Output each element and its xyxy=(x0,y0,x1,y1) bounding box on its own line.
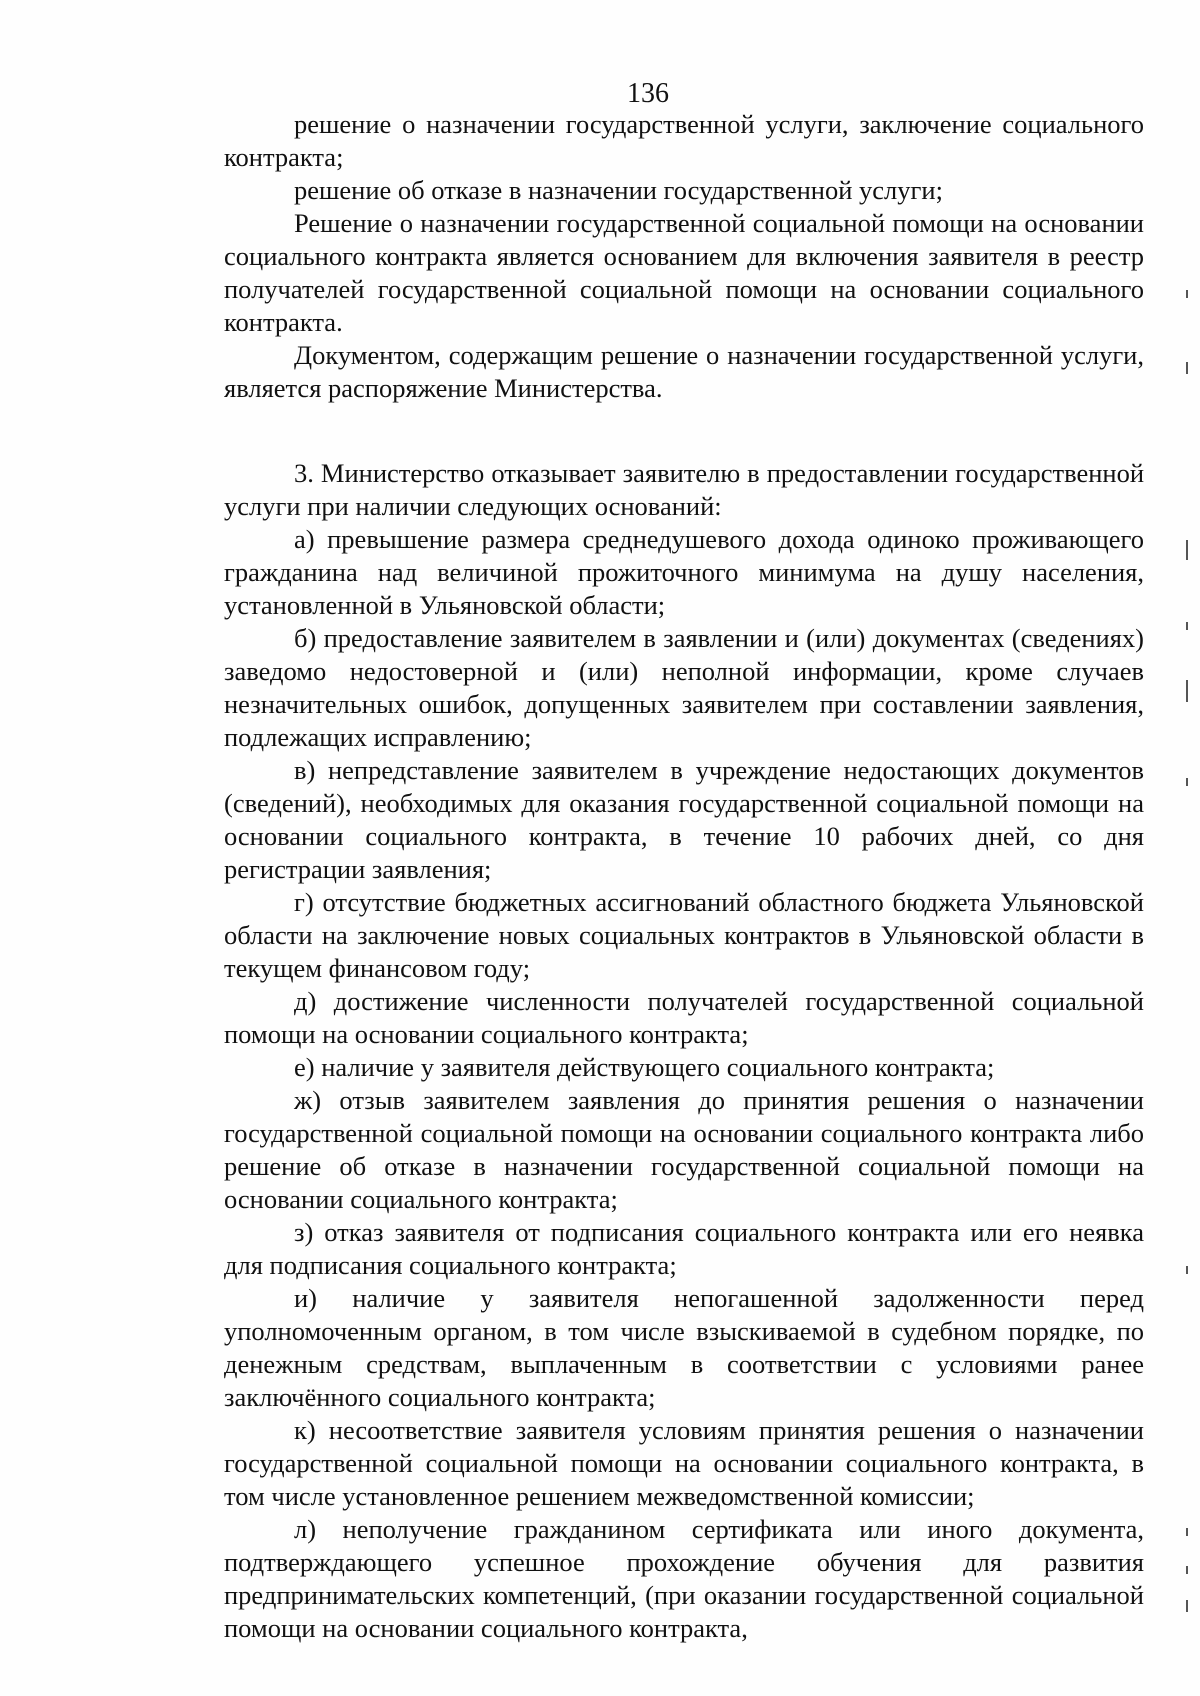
page-number: 136 xyxy=(627,78,669,109)
list-item-zh: ж) отзыв заявителем заявления до принятия решения о назначении государственной социальной помощи на основании социального контракта либо решение об отказе в назначении государственной социальной помощи на основании социального контракта; xyxy=(224,1085,1144,1214)
list-item-b: б) предоставление заявителем в заявлении и (или) документах (сведениях) заведомо недостоверной и (или) неполной информации, кроме случаев незначительных ошибок, допущенных заявителем при составлении заявления, подлежащих исправлению; xyxy=(224,623,1144,752)
scan-mark xyxy=(1186,290,1188,298)
paragraph: Документом, содержащим решение о назначении государственной услуги, является распоряжение Министерства. xyxy=(224,340,1144,403)
section-spacer xyxy=(224,405,1144,457)
scan-mark xyxy=(1186,362,1188,374)
scan-mark xyxy=(1186,1566,1188,1574)
scan-mark xyxy=(1186,1528,1188,1536)
document-body xyxy=(224,108,1144,1645)
list-item-v: в) непредставление заявителем в учреждение недостающих документов (сведений), необходимых для оказания государственной социальной помощи на основании социального контракта, в течение 10 рабочих дней, со дня регистрации заявления; xyxy=(224,755,1144,884)
section-3-intro: 3. Министерство отказывает заявителю в предоставлении государственной услуги при наличии следующих оснований: xyxy=(224,458,1144,521)
scan-mark xyxy=(1186,622,1188,630)
list-item-e: е) наличие у заявителя действующего социального контракта; xyxy=(294,1052,995,1082)
scan-mark xyxy=(1186,540,1188,560)
paragraph: Решение о назначении государственной социальной помощи на основании социального контракта является основанием для включения заявителя в реестр получателей государственной социальной помощи на основании социального контракта. xyxy=(224,208,1144,337)
list-item-k: к) несоответствие заявителя условиям принятия решения о назначении государственной социальной помощи на основании социального контракта, в том числе установленное решением межведомственной комиссии; xyxy=(224,1415,1144,1511)
list-item-g: г) отсутствие бюджетных ассигнований областного бюджета Ульяновской области на заключение новых социальных контрактов в Ульяновской области в текущем финансовом году; xyxy=(224,887,1144,983)
paragraph: решение о назначении государственной услуги, заключение социального контракта; xyxy=(224,109,1144,172)
list-item-d: д) достижение численности получателей государственной социальной помощи на основании социального контракта; xyxy=(224,986,1144,1049)
list-item-a: а) превышение размера среднедушевого дохода одиноко проживающего гражданина над величиной прожиточного минимума на душу населения, установленной в Ульяновской области; xyxy=(224,524,1144,620)
scan-mark xyxy=(1186,1600,1188,1612)
scan-mark xyxy=(1186,1266,1188,1274)
list-item-i: и) наличие у заявителя непогашенной задолженности перед уполномоченным органом, в том числе взыскиваемой в судебном порядке, по денежным средствам, выплаченным в соответствии с условиями ранее заключённого социального контракта; xyxy=(224,1283,1144,1412)
scan-mark xyxy=(1186,680,1188,702)
scan-mark xyxy=(1186,778,1188,786)
paragraph: решение об отказе в назначении государственной услуги; xyxy=(294,175,943,205)
list-item-l: л) неполучение гражданином сертификата или иного документа, подтверждающего успешное прохождение обучения для развития предпринимательских компетенций, (при оказании государственной социальной помощи на основании социального контракта, xyxy=(224,1514,1144,1643)
list-item-z: з) отказ заявителя от подписания социального контракта или его неявка для подписания социального контракта; xyxy=(224,1217,1144,1280)
